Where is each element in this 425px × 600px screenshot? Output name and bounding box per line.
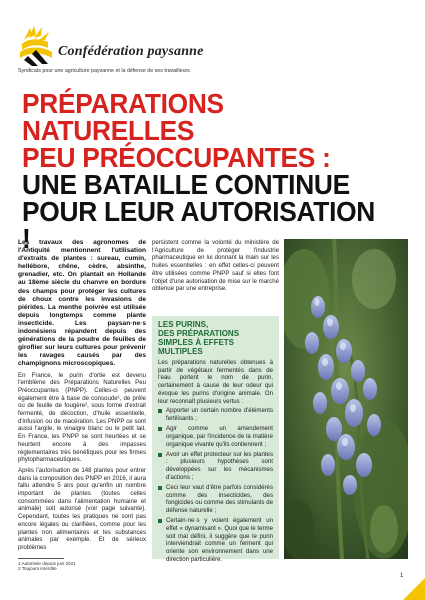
box-bullet: Apporter un certain nombre d'éléments fertilisants ; <box>152 407 279 422</box>
box-intro: Les préparations naturelles obtenues à partir de végétaux fermentés dans de l'eau portent le nom de purin, certainement à cause de leur odeur qui évoque les purins d'origine animale. On leur reconnaît plusieurs vertus : <box>158 359 273 405</box>
body-paragraph-3: persistent comme la volonté du ministère de l'Agriculture de protéger l'industrie pharmaceutique en lui donnant la main sur les huiles essentielles : en effet celles-ci peuvent être utilisées comme PNPP sauf si elles font l'objet d'une autorisation de mise sur le marché obtenue par une entreprise. <box>152 239 279 293</box>
title-black-line-2: POUR LEUR AUTORISATION ! <box>22 196 376 254</box>
page-title <box>22 90 385 252</box>
body-paragraph-2: Après l'autorisation de 148 plantes pour entrer dans la composition des PNPP en 2016, il aura fallu attendre 5 ans pour qu'enfin un nombre important de plantes (toutes celles consommées dans l'alimentation humaine et animale) soit autorisé (voir page suivante). Cependant, toutes les pratiques ne sont pas encore légales ou clarifiées, comme pour les plantes non alimentaires et les substances animales par exemple. Et de sérieux problèmes <box>18 466 146 551</box>
brand-tagline: Syndicats pour une agriculture paysanne et la défense de ses travailleurs <box>18 68 190 74</box>
yellow-corner-decoration <box>403 578 425 600</box>
box-title-line-2: DES PRÉPARATIONS <box>158 329 240 338</box>
box-bullet: Avoir un effet protecteur sur les plantes : plusieurs hypothèses sont développées sur les mécanismes d'actions ; <box>152 451 279 482</box>
purins-sidebar-box <box>152 316 279 563</box>
comfrey-flowers-photo <box>284 239 408 559</box>
footnote-1: 1 Autorisée depuis juin 2021 <box>18 560 76 566</box>
box-bullet: Agir comme un amendement organique, par l'incidence de la matière organique vivante qu'ils contiennent ; <box>152 425 279 448</box>
confederation-paysanne-logo <box>18 26 60 66</box>
lead-paragraph: Les travaux des agronomes de l'Antiquité mentionnent l'utilisation d'extraits de plantes : sureau, cumin, hellébore, chêne, cèdre, absinthe, grenadier, etc. On plantait en Hollande au 18ème siècle du chanvre en bordure des champs pour protéger les cultures de choux contre les invasions de piérides. La menthe poivrée est utilisée depuis longtemps comme plante insecticide. Les paysan·ne·s indonésiens répandent depuis des générations de la poudre de feuilles de giroflier sur leurs cultures pour prévenir les ravages causés par des champignons microscopiques. <box>18 239 146 368</box>
box-title-line-1: LES PURINS, <box>158 320 209 329</box>
box-title-line-3: SIMPLES À EFFETS MULTIPLES <box>158 338 235 356</box>
footnote-divider <box>18 558 64 559</box>
title-black-line-1: UNE BATAILLE CONTINUE <box>22 169 350 200</box>
body-paragraph-1: En France, le purin d'ortie est devenu l'emblème des Préparations Naturelles Peu Préoccupantes (PNPP). Celles-ci peuvent également être à base de consoude¹, de prêle ou de feuille de fougère², sous forme d'extrait fermenté, de décoction, d'huile essentielle, d'infusion ou de macération. Les PNPP ce sont aussi l'argile, le vinaigre blanc ou le petit lait. En France, les PNPP se sont heurtées et se heurtent encore à des impasses réglementaires très bénéfiques pour les firmes phytopharmaceutiques. <box>18 371 146 464</box>
article-column-2 <box>152 239 279 296</box>
footnote-2: 2 Toujours interdite <box>18 566 57 572</box>
title-red-line-2: PEU PRÉOCCUPANTES : <box>22 142 331 173</box>
article-column-1 <box>18 239 146 571</box>
box-title <box>152 316 279 359</box>
title-red-line-1: PRÉPARATIONS NATURELLES <box>22 88 224 146</box>
box-bullet: Ceci leur vaut d'être parfois considérés comme des insecticides, des fongicides ou comme des stimulants de défense naturelle ; <box>152 484 279 515</box>
brand-name: Confédération paysanne <box>58 44 204 59</box>
page-number: 1 <box>400 573 404 579</box>
box-bullet: Certain·ne·s y voient également un effet « dynamisant ». Quoi que le terme soit mal défini, il suggère que le purin interviendrait comme un ferment qui oriente son environnement dans une direction particulière. <box>152 517 279 563</box>
